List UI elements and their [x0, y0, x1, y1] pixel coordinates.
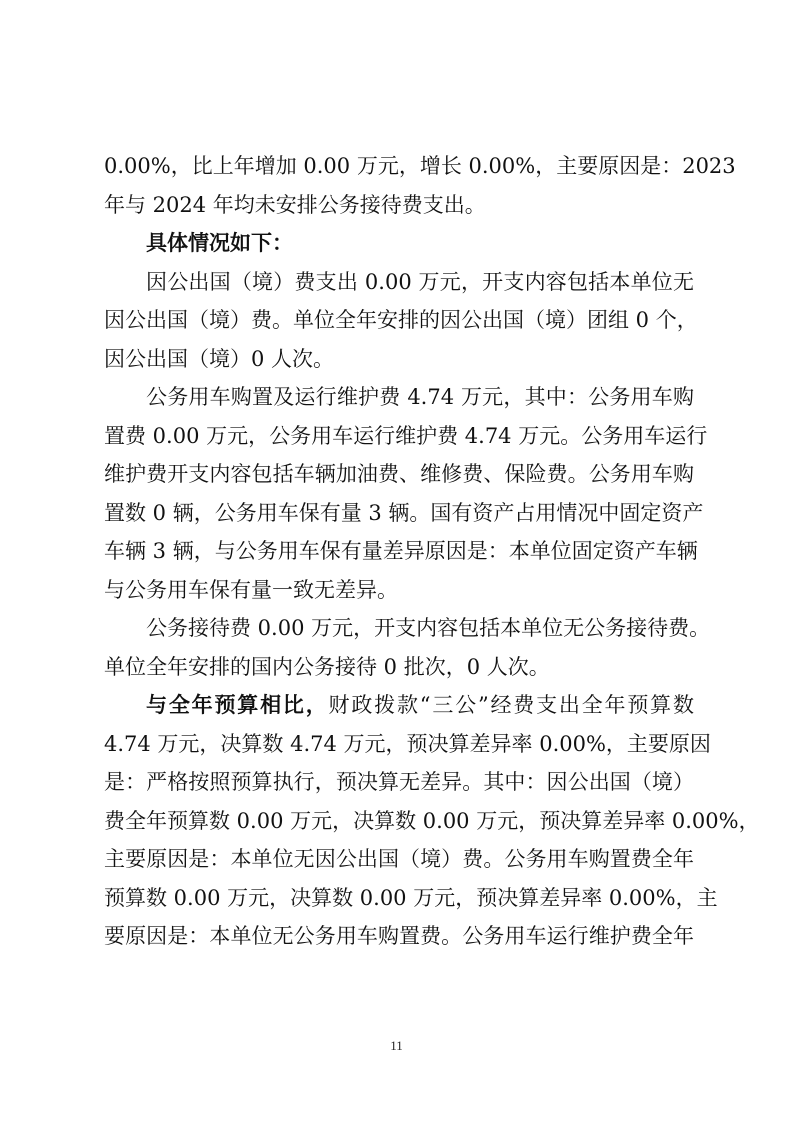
text-line: 4.74 万元，决算数 4.74 万元，预决算差异率 0.00%，主要原因: [104, 731, 711, 756]
text-line: 预算数 0.00 万元，决算数 0.00 万元，预决算差异率 0.00%，主: [104, 885, 718, 910]
body-text: [104, 147, 760, 956]
page-number: 11: [390, 1038, 403, 1053]
section-heading: 具体情况如下：: [146, 231, 293, 255]
text-line: 年与 2024 年均未安排公务接待费支出。: [104, 192, 486, 217]
text-line: 置数 0 辆，公务用车保有量 3 辆。国有资产占用情况中固定资产: [104, 500, 704, 525]
text-line: 因公出国（境）0 人次。: [104, 346, 335, 371]
text-line: 因公出国（境）费支出 0.00 万元，开支内容包括本单位无: [146, 269, 694, 294]
text-line: 单位全年安排的国内公务接待 0 批次，0 人次。: [104, 654, 550, 679]
text-line: 公务用车购置及运行维护费 4.74 万元，其中：公务用车购: [146, 385, 694, 409]
lead-rest-text: 财政拨款“三公”经费支出全年预算数: [328, 693, 694, 717]
text-line: 0.00%，比上年增加 0.00 万元，增长 0.00%，主要原因是：2023: [104, 154, 736, 178]
bold-lead-phrase: 与全年预算相比，: [146, 693, 329, 717]
text-line: 维护费开支内容包括车辆加油费、维修费、保险费。公务用车购: [104, 462, 694, 486]
text-line: 置费 0.00 万元，公务用车运行维护费 4.74 万元。公务用车运行: [104, 423, 708, 448]
text-line: 车辆 3 辆，与公务用车保有量差异原因是：本单位固定资产车辆: [104, 539, 698, 563]
text-line: 主要原因是：本单位无因公出国（境）费。公务用车购置费全年: [104, 847, 694, 871]
text-line: 因公出国（境）费。单位全年安排的因公出国（境）团组 0 个，: [104, 308, 698, 332]
text-line: 费全年预算数 0.00 万元，决算数 0.00 万元，预决算差异率 0.00%，: [104, 808, 760, 833]
text-line: 公务接待费 0.00 万元，开支内容包括本单位无公务接待费。: [146, 616, 711, 640]
text-line: 是：严格按照预算执行，预决算无差异。其中：因公出国（境）: [104, 770, 694, 794]
text-line: 要原因是：本单位无公务用车购置费。公务用车运行维护费全年: [104, 924, 694, 948]
text-line: 与公务用车保有量一致无差异。: [104, 577, 398, 602]
text-line: [104, 686, 694, 725]
